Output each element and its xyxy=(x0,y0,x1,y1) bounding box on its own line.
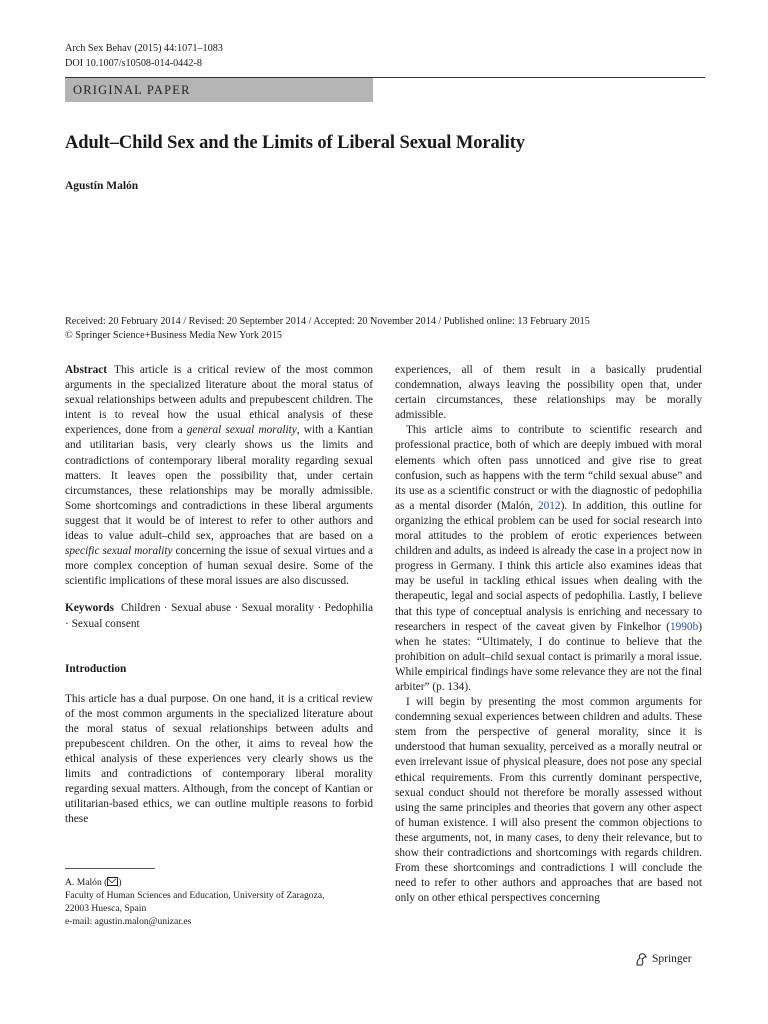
body-paragraph: This article aims to contribute to scientific research and professional practice, both of which are deeply imbued with moral elements which often pass unnoticed and give rise to great confusion, such as happens with the term “child sexual abuse” and its use as a scientific construct or with the diagnostic of pedophilia as a mental disorder (Malón, 2012). In addition, this outline for organizing the ethical problem can be used for social research into moral attitudes to the problem of erotic experiences between children and adults, as indeed is already the case in a project now in progress in Germany. I think this article also examines ideas that may be useful in tackling ethical issues when dealing with the therapeutic, legal and social aspects of pedophilia. Lastly, I believe that this type of conceptual analysis is enriching and necessary to researchers in respect of the caveat given by Finkelhor (1990b) when he states: “Ultimately, I do continue to believe that the prohibition on adult–child sexual contact is primarily a moral issue. While empirical findings have some relevance they are not the final arbiter” (p. 134). xyxy=(395,424,702,693)
footnote-rule xyxy=(65,868,155,869)
journal-info xyxy=(65,41,223,71)
doi[interactable]: DOI 10.1007/s10508-014-0442-8 xyxy=(65,58,202,69)
article-type-banner: ORIGINAL PAPER xyxy=(65,78,373,102)
body-paragraph: experiences, all of them result in a basically prudential condemnation, always leaving the possibility open that, under certain circumstances, these relationships may be morally admissible. xyxy=(395,364,702,422)
section-heading-introduction: Introduction xyxy=(65,662,127,675)
author-footnote xyxy=(65,868,373,928)
journal-citation: Arch Sex Behav (2015) 44:1071–1083 xyxy=(65,43,223,54)
publication-history xyxy=(65,315,590,343)
email[interactable]: e-mail: agustin.malon@unizar.es xyxy=(65,916,192,927)
address: 22003 Huesca, Spain xyxy=(65,903,147,914)
history-dates: Received: 20 February 2014 / Revised: 20 September 2014 / Accepted: 20 November 2014 / Published online: 13 February 2015 xyxy=(65,316,590,327)
envelope-icon[interactable] xyxy=(107,877,118,886)
emphasis: general sexual morality xyxy=(186,424,297,437)
right-column xyxy=(395,363,702,906)
copyright: © Springer Science+Business Media New York 2015 xyxy=(65,330,282,341)
publisher-logo xyxy=(634,952,692,966)
citation-link[interactable]: 2012 xyxy=(537,499,561,512)
publisher-name: Springer xyxy=(652,953,692,965)
keywords xyxy=(65,601,373,631)
springer-horse-icon xyxy=(634,952,648,966)
keywords-label: Keywords xyxy=(65,602,114,615)
body-paragraph: I will begin by presenting the most common arguments for condemning sexual experiences between children and adults. These stem from the perspective of general morality, since it is understood that human sexuality, perceived as a morally neutral or even irrelevant issue of physical pleasure, does not pose any special ethical requirements. From this currently dominant perspective, sexual conduct should not therefore be morally assessed without using the same principles and theories that govern any other aspect of human existence. I will also present the common objections to these arguments, not, in many cases, to deny their relevance, but to show their contradictions and shortcomings with regards children. From these shortcomings and contradictions I will conclude the need to refer to other authors and approaches that are based not only on other ethical perspectives concerning xyxy=(395,696,702,905)
keywords-list: Children · Sexual abuse · Sexual morality · Pedophilia · Sexual consent xyxy=(65,602,373,630)
left-column xyxy=(65,363,373,828)
abstract: Abstract This article is a critical review of the most common arguments in the specialized literature about the moral status of sexual relationships between adults and prepubescent children. The intent is to reveal how the usual ethical analysis of these experiences, done from a general sexual morality, with a Kantian and utilitarian basis, very clearly shows us the limits and contradictions of contemporary liberal morality regarding sexual matters. It leaves open the possibility that, under certain circumstances, these relationships may be morally admissible. Some shortcomings and contradictions in these liberal arguments suggest that it would be of interest to refer to other authors and ideas to value adult–child sex, approaches that are based on a specific sexual morality concerning the issue of sexual virtues and a more complex conception of human sexual desire. Some of the scientific implications of these moral issues are also discussed. xyxy=(65,364,373,588)
article-title: Adult–Child Sex and the Limits of Liberal Sexual Morality xyxy=(65,133,525,153)
author-name: Agustín Malón xyxy=(65,180,139,192)
corresponding-author: A. Malón ( ) xyxy=(65,877,122,888)
affiliation: Faculty of Human Sciences and Education, University of Zaragoza, xyxy=(65,890,325,901)
abstract-label: Abstract xyxy=(65,364,108,376)
citation-link[interactable]: 1990b xyxy=(669,620,699,633)
introduction-paragraph: This article has a dual purpose. On one hand, it is a critical review of the most common arguments in the specialized literature about the moral status of sexual relationships between adults and prepubescent children. On the other, it aims to reveal how the ethical analysis of these experiences very clearly shows us the limits and contradictions of contemporary liberal morality regarding sexual matters. Although, from the concept of Kantian or utilitarian-based ethics, we can outline multiple reasons to forbid these xyxy=(65,692,373,826)
emphasis: specific sexual morality xyxy=(65,545,173,558)
